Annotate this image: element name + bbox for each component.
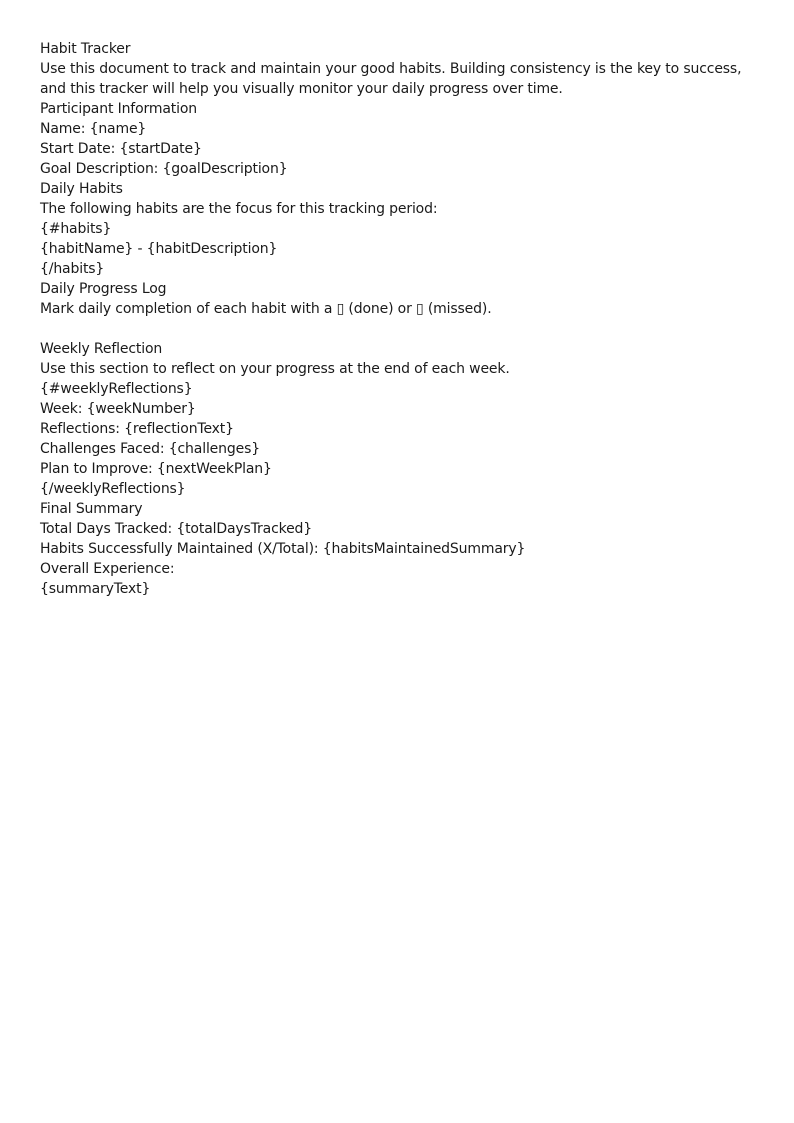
blank-line — [40, 319, 760, 339]
final-summary-text: {summaryText} — [40, 581, 151, 597]
final-summary-heading: Final Summary — [40, 501, 143, 517]
participant-name: Name: {name} — [40, 121, 147, 137]
intro-paragraph: Use this document to track and maintain your good habits. Building consistency is the key to success, and this tracker will help you visually monitor your daily progress over time. — [40, 61, 742, 97]
participant-start-date: Start Date: {startDate} — [40, 141, 202, 157]
habits-loop-end: {/habits} — [40, 261, 105, 277]
final-overall-label: Overall Experience: — [40, 561, 175, 577]
weekly-reflection-intro: Use this section to reflect on your progress at the end of each week. — [40, 361, 510, 377]
final-total-days: Total Days Tracked: {totalDaysTracked} — [40, 521, 313, 537]
weekly-loop-end: {/weeklyReflections} — [40, 481, 186, 497]
final-habits-maintained: Habits Successfully Maintained (X/Total): {habitsMaintainedSummary} — [40, 541, 526, 557]
progress-log-heading: Daily Progress Log — [40, 281, 167, 297]
participant-goal: Goal Description: {goalDescription} — [40, 161, 288, 177]
weekly-challenges: Challenges Faced: {challenges} — [40, 441, 260, 457]
habit-item: {habitName} - {habitDescription} — [40, 241, 278, 257]
daily-habits-intro: The following habits are the focus for this tracking period: — [40, 201, 438, 217]
weekly-loop-start: {#weeklyReflections} — [40, 381, 193, 397]
progress-log-instruction: Mark daily completion of each habit with a ▯ (done) or ▯ (missed). — [40, 301, 492, 317]
document-title: Habit Tracker — [40, 41, 131, 57]
weekly-plan: Plan to Improve: {nextWeekPlan} — [40, 461, 272, 477]
daily-habits-heading: Daily Habits — [40, 181, 123, 197]
weekly-week-number: Week: {weekNumber} — [40, 401, 196, 417]
participant-heading: Participant Information — [40, 101, 197, 117]
weekly-reflection-heading: Weekly Reflection — [40, 341, 163, 357]
document-page — [40, 39, 760, 599]
habits-loop-start: {#habits} — [40, 221, 112, 237]
weekly-reflections-text: Reflections: {reflectionText} — [40, 421, 234, 437]
